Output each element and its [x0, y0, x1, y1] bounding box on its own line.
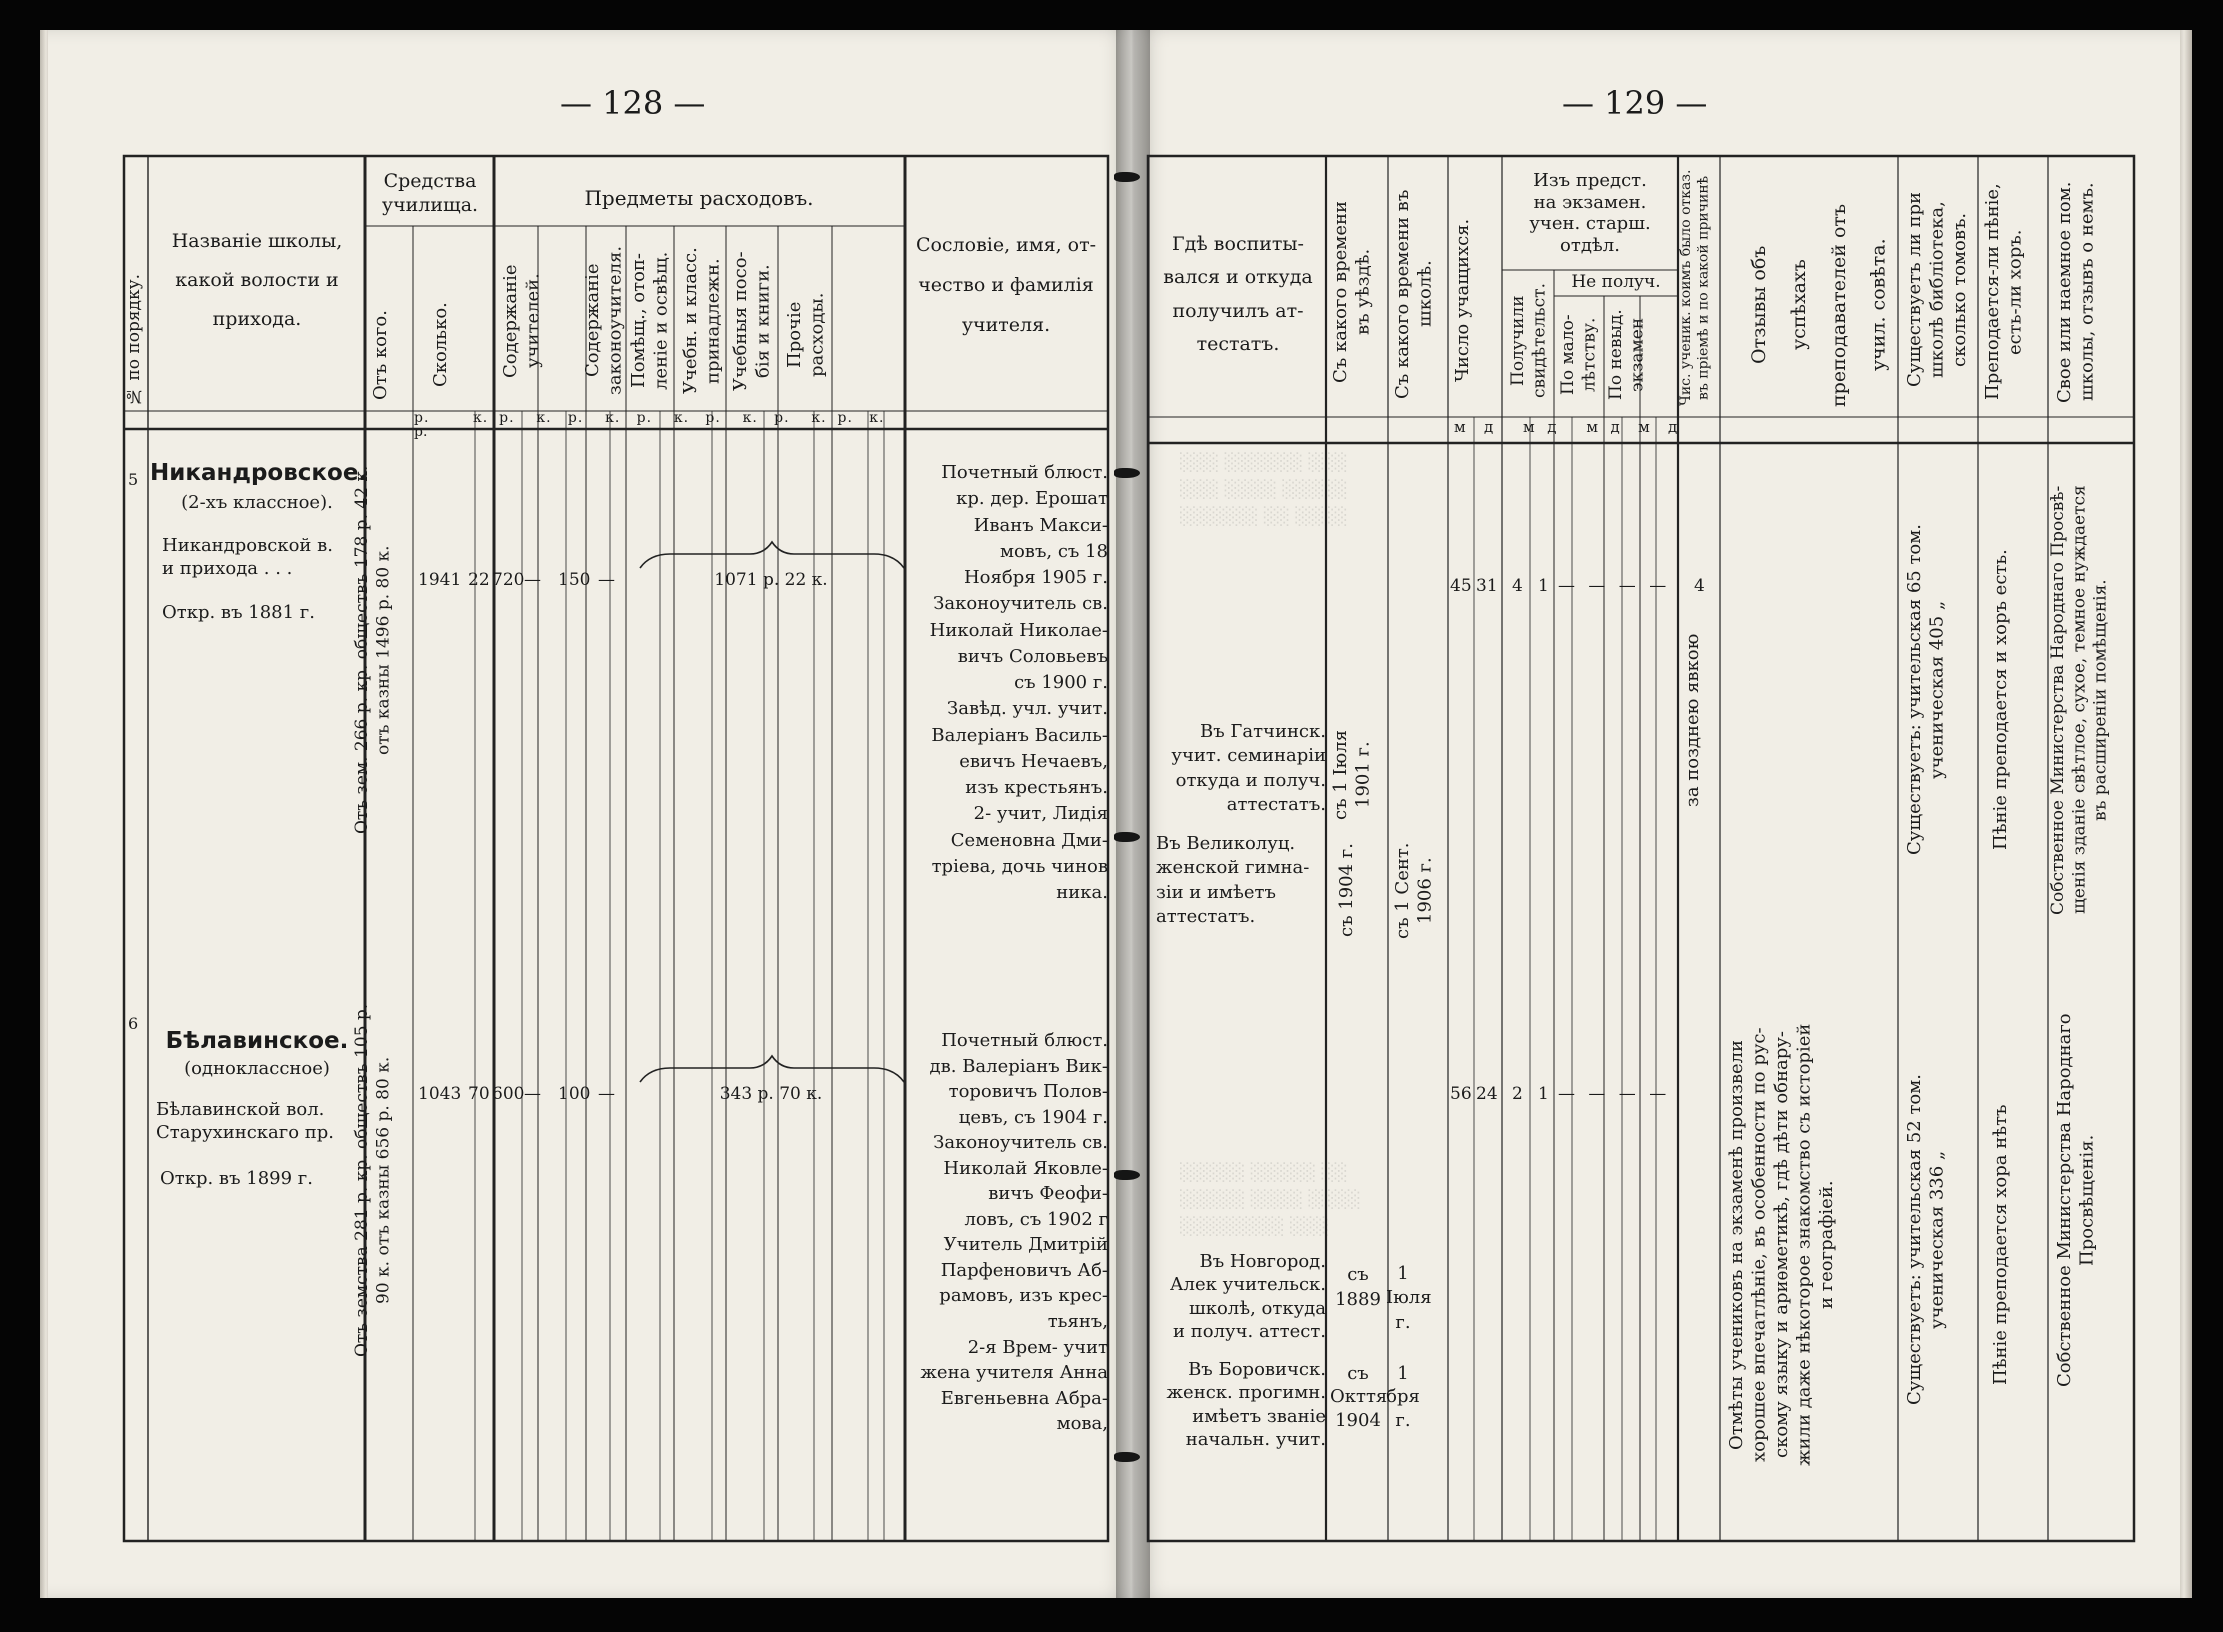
row2-law-r: 100	[558, 1084, 591, 1104]
row1-teacher: Почетный блюст. кр. дер. Ерошат Иванъ Макси- мовъ, съ 18 Ноября 1905 г. Законоучитель св. Николай Николае- вичъ Соловьевъ съ 1900 г. Завѣд. учл. учит. Валеріанъ Василь- евичъ Нечаевъ, изъ крестьянъ. 2- учит, Лидія Семеновна Дми- тріева, дочь чинов ника.	[929, 462, 1108, 904]
row1-sum-r: 1941	[418, 570, 462, 590]
row1-singing: Пѣніе преподается и хоръ есть.	[1990, 549, 2011, 851]
page-number-left: — 128 —	[560, 84, 706, 122]
row2-library: Существуетъ: учительская 52 том. ученическая 336 „	[1904, 1074, 1948, 1406]
header-teacher: Сословіе, имя, от- чество и фамилія учителя.	[915, 234, 1097, 336]
row2-educated-1: Въ Новгород. Алек учительск. школѣ, откуда и получ. аттест.	[1169, 1251, 1326, 1343]
header-premises: Помѣщ., отоп- леніе и освѣщ.	[628, 251, 672, 391]
row2-teachers-k: —	[524, 1084, 541, 1104]
row2-since-school-1: 1 Іюля г.	[1386, 1263, 1432, 1333]
row2-pupils-d: 24	[1476, 1084, 1498, 1104]
row2-expenses-total: 343 р. 70 к.	[719, 1084, 823, 1104]
row2-teacher: Почетный блюст. дв. Валеріанъ Вик- торовичъ Полов- цевъ, съ 1904 г. Законоучитель св. Николай Яковле- вичъ Феофи- ловъ, съ 1902 г Учитель Дмитрій Парфеновичъ Аб- рамовъ, изъ крес- тьянъ, 2-я Врем- учит жена учителя Анна Евгеньевна Абра- мова,	[920, 1030, 1108, 1435]
page-number-right: — 129 —	[1562, 84, 1708, 122]
row2-review: Отмѣты учениковъ на экзаменѣ произвели хорошее впечатлѣніе, въ особенности по рус- скому языку и ариѳметикѣ, гдѣ дѣти обнару- жили даже нѣкоторое знакомство съ исторіей и географіей.	[1726, 1023, 1837, 1467]
header-exam-group: Изъ предст. на экзамен. учен. старш. отдѣл.	[1529, 170, 1651, 256]
row2-educated-2: Въ Боровичск. женск. прогимн. имѣетъ званіе начальн. учит.	[1166, 1359, 1326, 1451]
header-building: Свое или наемное пом. школы, отзывъ о немъ.	[2054, 181, 2098, 403]
header-educated: Гдѣ воспиты- вался и откуда получилъ ат- тестатъ.	[1163, 233, 1313, 355]
row1-from-whom: Отъ зем. 266 р. кр. обществъ 178 р. 42 к. отъ казны 1496 р. 80 к.	[352, 465, 394, 835]
bleed-through-text: ░░░░░ ░░░░░ ░░ ░░░░░ ░░░░ ░░░░ ░░░░░░░░ ░░░	[1180, 1163, 1361, 1238]
header-expenses: Предметы расходовъ.	[584, 186, 814, 210]
row2-number: 6	[128, 1014, 139, 1033]
row2-dashes: — — — —	[1558, 1084, 1671, 1104]
row1-teachers-k: —	[524, 570, 541, 590]
header-teachers-pay: Содержаніе учителей.	[500, 264, 544, 378]
header-by-youth: По мало- лѣтству.	[1558, 314, 1600, 396]
header-from-whom: Отъ кого.	[370, 310, 391, 400]
row2-since-district-1: съ 1889	[1335, 1264, 1381, 1311]
header-school-means: Средства училища.	[381, 170, 479, 216]
unit-row-right: м д м д м д м д	[1454, 418, 1679, 436]
row1-number: 5	[128, 470, 139, 489]
row1-pupils-d: 31	[1476, 576, 1498, 596]
row1-school-name: Никандровское.	[150, 460, 368, 486]
row1-parish: Никандровской в. и прихода . . .	[162, 535, 333, 580]
header-not-got: Не получ.	[1571, 272, 1661, 292]
row1-since-district-2: съ 1904 г.	[1336, 843, 1357, 937]
header-how-much: Сколько.	[430, 302, 451, 388]
row1-refused-n: 4	[1694, 576, 1705, 596]
row1-opened: Откр. въ 1881 г.	[162, 602, 315, 623]
unit-r: р.	[414, 424, 428, 440]
row1-pupils-m: 45	[1450, 576, 1472, 596]
row2-since-district-2: съ Окття 1904	[1330, 1363, 1388, 1431]
row2-from-whom: Отъ земства 281 р. кр. обществъ 105 р. 90 к. отъ казны 656 р. 80 к.	[352, 1003, 394, 1357]
row1-educated-2: Въ Великолуц. женской гимна- зіи и имѣетъ аттестатъ.	[1156, 833, 1310, 927]
unit-row-left: р. к. р. к. р. к. р. к. р. к. р. к. р. к.	[414, 410, 885, 426]
row1-got-d: 1	[1538, 576, 1549, 596]
row2-opened: Откр. въ 1899 г.	[160, 1168, 313, 1189]
header-law-teacher-pay: Содержаніе законоучителя.	[582, 245, 626, 395]
header-number: № по порядку.	[124, 273, 144, 407]
header-not-appeared: По невыд. экзамен	[1606, 309, 1648, 401]
row1-law-k: —	[598, 570, 615, 590]
row1-law-r: 150	[558, 570, 591, 590]
row2-got-m: 2	[1512, 1084, 1523, 1104]
row1-building: Собственное Министерства Народнаго Просвѣ- щенія зданіе свѣтлое, сухое, темное нуждается въ расширеніи помѣщенія.	[2048, 485, 2111, 915]
row2-singing: Пѣніе преподается хора нѣтъ	[1990, 1104, 2011, 1386]
row1-educated-1: Въ Гатчинск. учит. семинаріи откуда и получ. аттестатъ.	[1171, 721, 1326, 815]
header-class-items: Учебн. и класс. принадлежн.	[680, 247, 724, 395]
row1-school-type: (2-хъ классное).	[181, 492, 333, 513]
row2-sum-r: 1043	[418, 1084, 462, 1104]
header-got-cert: Получили свидѣтельст.	[1508, 283, 1550, 399]
header-pupils: Число учащихся.	[1452, 218, 1473, 382]
row1-since-school-2: съ 1 Сент. 1906 г.	[1392, 842, 1436, 940]
row2-sum-k: 70	[468, 1084, 490, 1104]
row2-teachers-r: 600	[492, 1084, 525, 1104]
row2-school-type: (одноклассное)	[184, 1058, 330, 1079]
row2-building: Собственное Министерства Народнаго Просвѣщенія.	[2054, 1013, 2098, 1387]
row2-since-school-2: 1 бря г.	[1386, 1363, 1420, 1431]
header-library: Существуетъ ли при школѣ библіотека, сколько томовъ.	[1904, 192, 1970, 388]
header-refused: Чис. ученик. коимъ было отказ. въ пріемѣ и по какой причинѣ	[1678, 169, 1712, 407]
header-since-school: Съ какого времени въ школѣ.	[1392, 189, 1436, 399]
header-singing: Преподается-ли пѣніе, есть-ли хоръ.	[1982, 183, 2026, 401]
header-school-name: Названіе школы, какой волости и прихода.	[171, 230, 343, 330]
row2-got-d: 1	[1538, 1084, 1549, 1104]
header-reviews: Отзывы объ успѣхахъ преподавателей отъ учил. совѣта.	[1748, 203, 1890, 407]
header-other: Прочіе расходы.	[784, 292, 828, 378]
bleed-through-text: ░░░ ░░░░░░ ░░░ ░░░ ░░░░ ░░░░░ ░░░░░░ ░░ ░░░░	[1180, 453, 1348, 528]
row2-parish: Бѣлавинской вол. Старухинскаго пр.	[156, 1099, 335, 1144]
row1-sum-k: 22	[468, 570, 490, 590]
row1-dashes: — — — —	[1558, 576, 1671, 596]
row1-got-m: 4	[1512, 576, 1523, 596]
row2-school-name: Бѣлавинское.	[165, 1028, 349, 1054]
row2-law-k: —	[598, 1084, 615, 1104]
row1-since-district-1: съ 1 Іюля 1901 г.	[1330, 730, 1374, 820]
row1-expenses-total: 1071 р. 22 к.	[714, 570, 828, 590]
row1-teachers-r: 720	[492, 570, 525, 590]
row1-library: Существуетъ: учительская 65 том. ученическая 405 „	[1904, 524, 1948, 856]
row1-refused-reason: за позднею явкою	[1682, 633, 1703, 807]
header-since-district: Съ какого времени въ уѣздѣ.	[1330, 201, 1374, 383]
row2-pupils-m: 56	[1450, 1084, 1472, 1104]
header-books: Учебныя посо- бія и книги.	[730, 251, 774, 391]
